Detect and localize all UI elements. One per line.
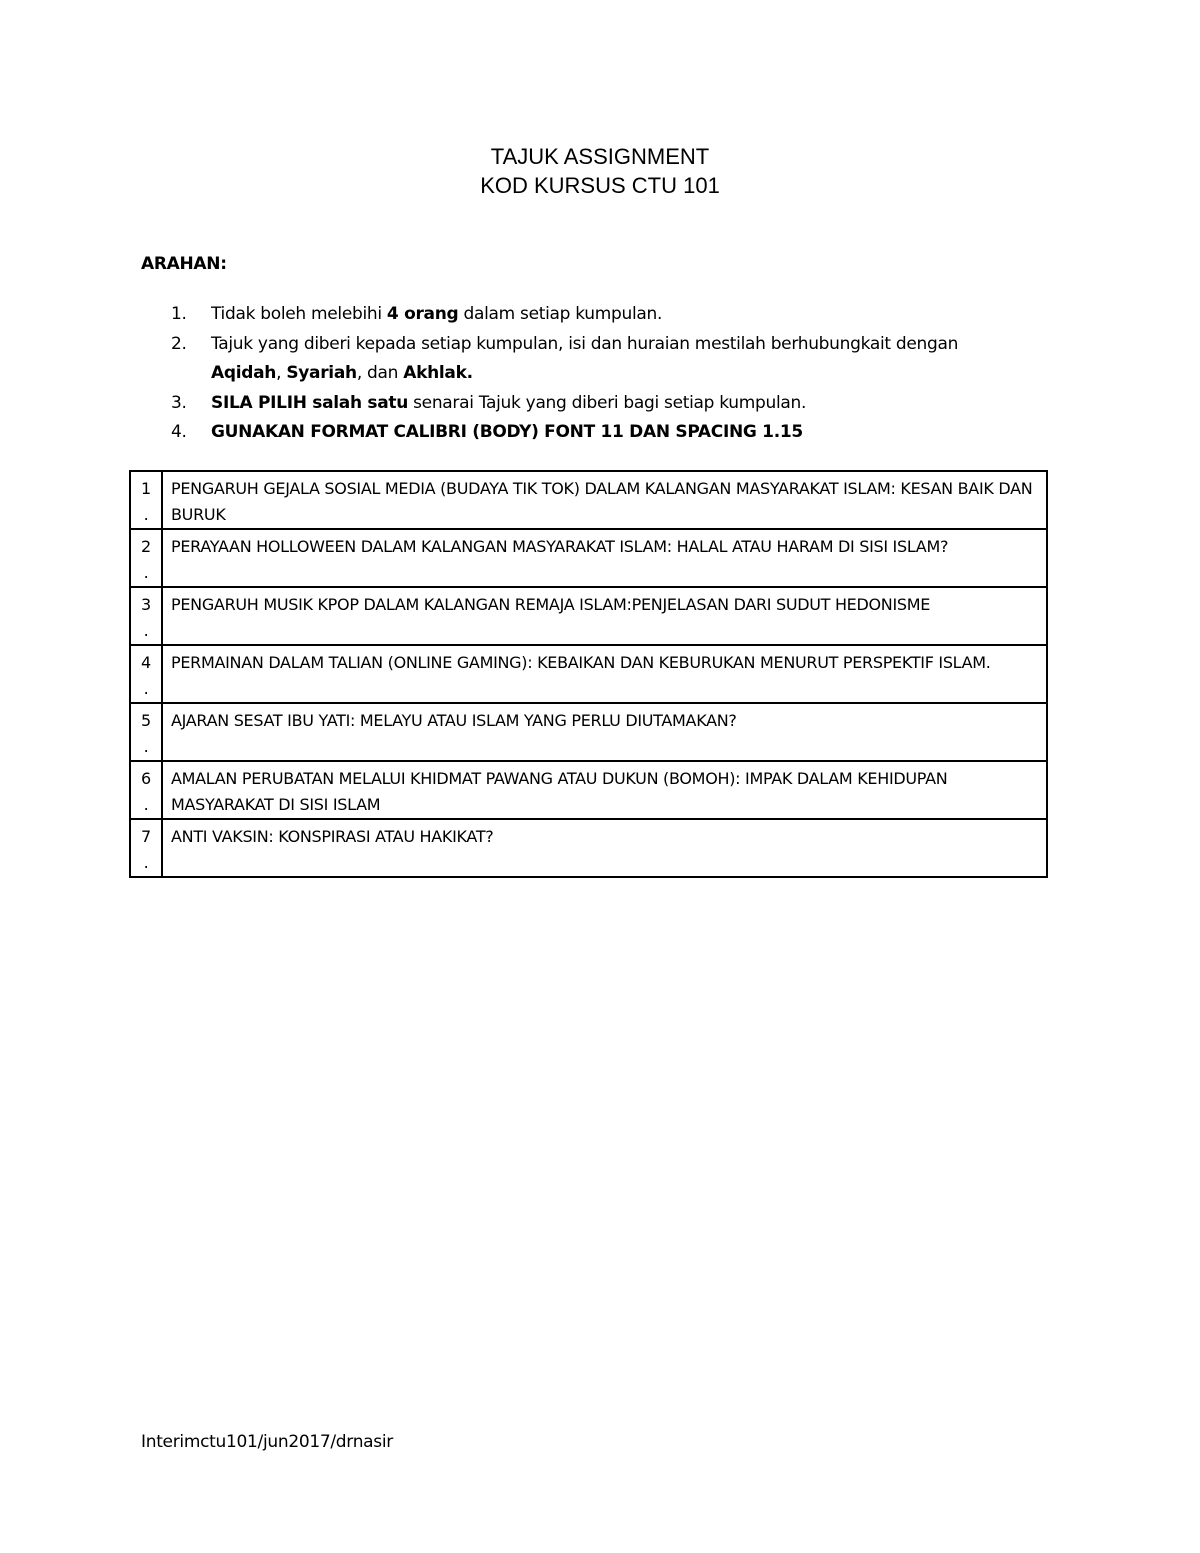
instruction-item (171, 330, 1031, 389)
topic-table (129, 470, 1048, 878)
instruction-item (171, 418, 1031, 448)
topic-number-dot: . (143, 795, 149, 814)
instruction-text: . (466, 363, 473, 383)
topic-number: 5 (141, 711, 151, 730)
table-row (130, 819, 1047, 877)
topic-number-cell (130, 761, 162, 819)
instruction-number: 1. (171, 304, 187, 324)
title-line-2: KOD KURSUS CTU 101 (480, 173, 720, 198)
document-title (0, 142, 1200, 200)
instruction-item (171, 389, 1031, 419)
topic-number: 4 (141, 653, 151, 672)
instruction-emphasis: GUNAKAN FORMAT CALIBRI (BODY) FONT 11 DAN SPACING 1.15 (211, 422, 803, 442)
instruction-emphasis: SILA PILIH salah satu (211, 392, 408, 413)
instruction-emphasis: Aqidah (211, 363, 277, 383)
topic-title-cell: ANTI VAKSIN: KONSPIRASI ATAU HAKIKAT? (162, 819, 1047, 877)
topic-number: 2 (141, 537, 151, 556)
topic-number-dot: . (143, 737, 149, 756)
table-row (130, 703, 1047, 761)
topic-number-cell (130, 587, 162, 645)
instruction-emphasis: Akhlak (403, 363, 467, 383)
topic-title-cell: AMALAN PERUBATAN MELALUI KHIDMAT PAWANG ATAU DUKUN (BOMOH): IMPAK DALAM KEHIDUPAN MASYARAKAT DI SISI ISLAM (162, 761, 1047, 819)
topic-number: 6 (141, 769, 151, 788)
instruction-text: Tidak boleh melebihi (211, 304, 387, 324)
title-line-1: TAJUK ASSIGNMENT (490, 144, 710, 169)
instruction-list (171, 300, 1031, 448)
instruction-item (171, 300, 1031, 330)
table-row (130, 645, 1047, 703)
topic-number-dot: . (143, 505, 149, 524)
instruction-number: 4. (171, 422, 187, 442)
topic-number-dot: . (143, 621, 149, 640)
instruction-text: , dan (356, 363, 404, 383)
arahan-label: ARAHAN: (141, 254, 227, 274)
topic-number: 3 (141, 595, 151, 614)
instruction-text: Tajuk yang diberi kepada setiap kumpulan, isi dan huraian mestilah berhubungkait dengan (211, 333, 959, 354)
table-row (130, 529, 1047, 587)
instruction-emphasis: 4 orang (386, 304, 459, 324)
topic-title-cell: PERMAINAN DALAM TALIAN (ONLINE GAMING): KEBAIKAN DAN KEBURUKAN MENURUT PERSPEKTIF ISLAM. (162, 645, 1047, 703)
topic-title-cell: PERAYAAN HOLLOWEEN DALAM KALANGAN MASYARAKAT ISLAM: HALAL ATAU HARAM DI SISI ISLAM? (162, 529, 1047, 587)
instruction-number: 3. (171, 392, 187, 413)
topic-number-cell (130, 819, 162, 877)
instruction-emphasis: Syariah (286, 363, 357, 383)
instruction-text: senarai Tajuk yang diberi bagi setiap kumpulan. (408, 392, 807, 413)
topic-number-cell (130, 471, 162, 529)
topic-title-cell: AJARAN SESAT IBU YATI: MELAYU ATAU ISLAM YANG PERLU DIUTAMAKAN? (162, 703, 1047, 761)
table-row (130, 587, 1047, 645)
page-footer: Interimctu101/jun2017/drnasir (141, 1432, 393, 1452)
topic-number-dot: . (143, 679, 149, 698)
topic-title-cell: PENGARUH GEJALA SOSIAL MEDIA (BUDAYA TIK TOK) DALAM KALANGAN MASYARAKAT ISLAM: KESAN BAIK DAN BURUK (162, 471, 1047, 529)
topic-number: 1 (141, 479, 151, 498)
topic-title-cell: PENGARUH MUSIK KPOP DALAM KALANGAN REMAJA ISLAM:PENJELASAN DARI SUDUT HEDONISME (162, 587, 1047, 645)
topic-number: 7 (141, 827, 151, 846)
table-row (130, 471, 1047, 529)
topic-number-dot: . (143, 853, 149, 872)
instruction-text: , (276, 363, 287, 383)
topic-number-cell (130, 703, 162, 761)
topic-number-dot: . (143, 563, 149, 582)
instruction-text: dalam setiap kumpulan. (458, 304, 663, 324)
topic-number-cell (130, 529, 162, 587)
instruction-number: 2. (171, 333, 187, 354)
table-row (130, 761, 1047, 819)
topic-number-cell (130, 645, 162, 703)
